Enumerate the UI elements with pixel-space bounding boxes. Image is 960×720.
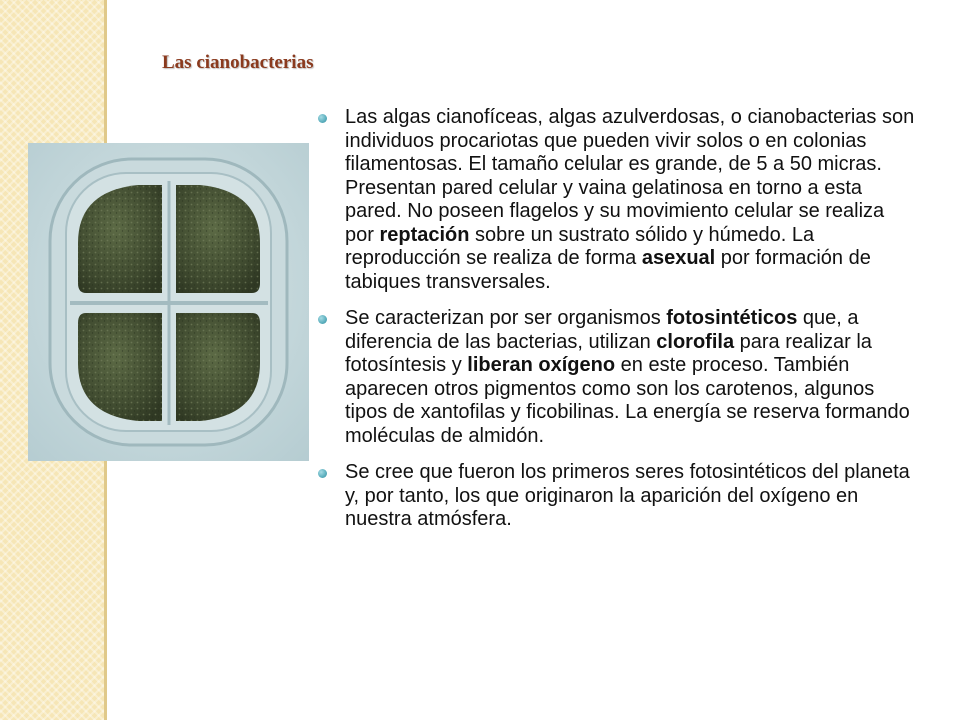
bullet-text: Las algas cianofíceas, algas azulverdosas, o cianobacterias son individuos procariotas que pueden vivir solos o en colonias filamentosas. El tamaño celular es grande, de 5 a 50 micras. Presentan pared celular y vaina gelatinosa en torno a esta pared. No poseen flagelos y su movimiento celular se realiza por reptación sobre un sustrato sólido y húmedo. La reproducción se realiza de forma asexual por formación de tabiques transversales. (345, 106, 915, 293)
bullet-list (318, 106, 918, 545)
bold-term: reptación (379, 223, 470, 246)
bullet-item-1 (318, 106, 918, 294)
bullet-dot-icon (318, 114, 327, 123)
bold-term: fotosintéticos (666, 307, 798, 329)
slide-title: Las cianobacterias (162, 52, 314, 73)
bullet-dot-icon (318, 315, 327, 324)
bullet-text: Se cree que fueron los primeros seres fotosintéticos del planeta y, por tanto, los que originaron la aparición del oxígeno en nuestra atmósfera. (345, 461, 910, 530)
bullet-item-2 (318, 307, 918, 448)
bold-term: asexual (641, 247, 716, 269)
bullet-text: Se caracterizan por ser organismos fotosintéticos que, a diferencia de las bacterias, utilizan clorofila para realizar la fotosíntesis y liberan oxígeno en este proceso. También aparecen otros pigmentos como son los carotenos, algunos tipos de xantofilas y ficobilinas. La energía se reserva formando moléculas de almidón. (345, 307, 910, 447)
cyanobacteria-micrograph (28, 143, 309, 461)
bullet-item-3 (318, 461, 918, 532)
bold-term: clorofila (656, 330, 735, 353)
bold-term: liberan oxígeno (467, 354, 616, 376)
bullet-dot-icon (318, 469, 327, 478)
